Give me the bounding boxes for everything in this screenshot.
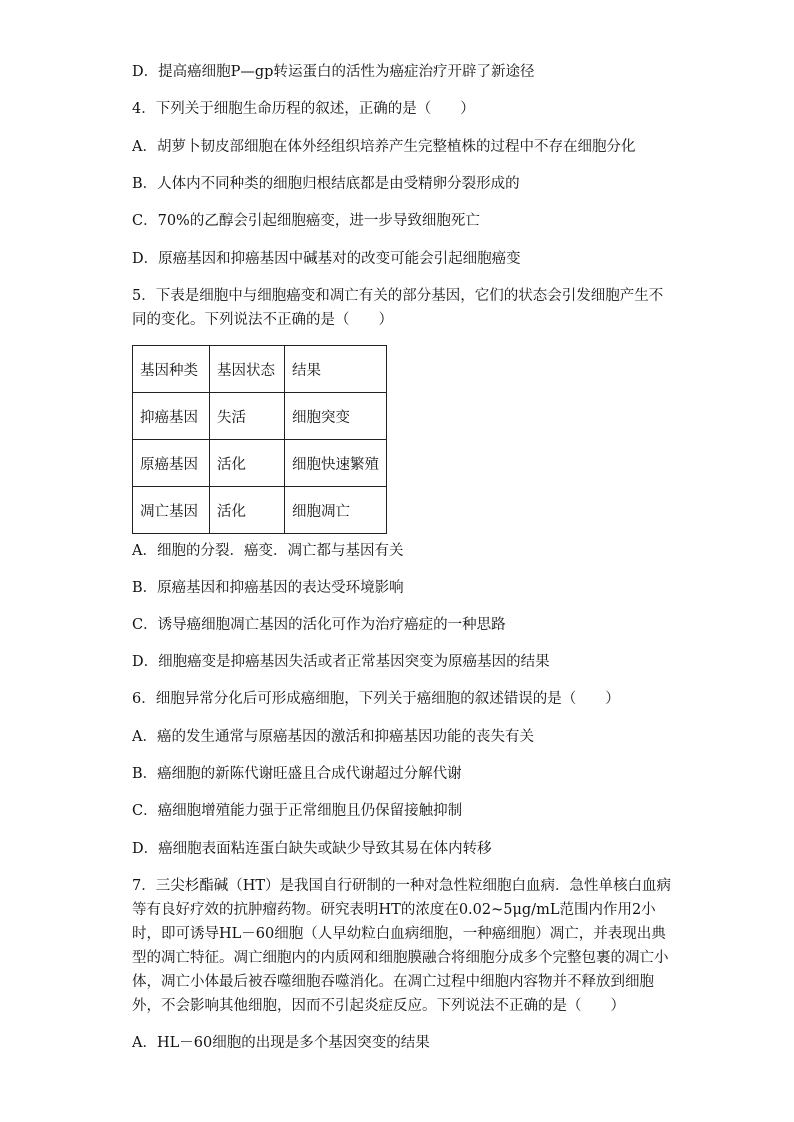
q7-stem: 7．三尖杉酯碱（HT）是我国自行研制的一种对急性粒细胞白血病．急性单核白血病等有良好疗效的抗肿瘤药物。研究表明HT的浓度在0.02~5μg/mL范围内作用2小时，即可诱导HL－60细胞（人早幼粒白血病细胞，一种癌细胞）凋亡，并表现出典型的凋亡特征。凋亡细胞内的内质网和细胞膜融合将细胞分成多个完整包裹的凋亡小体，凋亡小体最后被吞噬细胞吞噬消化。在凋亡过程中细胞内容物并不释放到细胞外，不会影响其他细胞，因而不引起炎症反应。下列说法不正确的是（ ）	[132, 878, 672, 1014]
table-cell: 活化	[210, 487, 285, 534]
q5-option-a: A．细胞的分裂．癌变．凋亡都与基因有关	[132, 543, 404, 559]
q4-stem: 4．下列关于细胞生命历程的叙述，正确的是（ ）	[132, 101, 475, 117]
q7-option-a: A．HL－60细胞的出现是多个基因突变的结果	[132, 1035, 430, 1051]
q4-option-b: B．人体内不同种类的细胞归根结底都是由受精卵分裂形成的	[132, 176, 520, 192]
q6-option-c: C．癌细胞增殖能力强于正常细胞且仍保留接触抑制	[132, 803, 463, 819]
q4-option-c: C．70%的乙醇会引起细胞癌变，进一步导致细胞死亡	[132, 213, 480, 229]
table-header-cell: 基因状态	[210, 346, 285, 393]
table-header-cell: 结果	[285, 346, 387, 393]
q5-stem: 5．下表是细胞中与细胞癌变和凋亡有关的部分基因，它们的状态会引发细胞产生不同的变化。下列说法不正确的是（ ）	[132, 288, 664, 328]
table-cell: 细胞凋亡	[285, 487, 387, 534]
table-header-row	[133, 346, 387, 393]
q3-option-d: D．提高癌细胞P—gp转运蛋白的活性为癌症治疗开辟了新途径	[132, 64, 535, 80]
q5-option-c: C．诱导癌细胞凋亡基因的活化可作为治疗癌症的一种思路	[132, 617, 506, 633]
gene-table	[132, 345, 387, 534]
q4-option-a: A．胡萝卜韧皮部细胞在体外经组织培养产生完整植株的过程中不存在细胞分化	[132, 139, 636, 155]
q6-option-d: D．癌细胞表面粘连蛋白缺失或缺少导致其易在体内转移	[132, 841, 492, 857]
q6-option-a: A．癌的发生通常与原癌基因的激活和抑癌基因功能的丧失有关	[132, 729, 534, 745]
table-row	[133, 393, 387, 440]
table-cell: 活化	[210, 440, 285, 487]
table-row	[133, 487, 387, 534]
table-cell: 失活	[210, 393, 285, 440]
table-header-cell: 基因种类	[133, 346, 210, 393]
table-cell: 原癌基因	[133, 440, 210, 487]
table-cell: 抑癌基因	[133, 393, 210, 440]
q5-option-d: D．细胞癌变是抑癌基因失活或者正常基因突变为原癌基因的结果	[132, 654, 550, 670]
q5-option-b: B．原癌基因和抑癌基因的表达受环境影响	[132, 580, 404, 596]
q4-option-d: D．原癌基因和抑癌基因中碱基对的改变可能会引起细胞癌变	[132, 251, 521, 267]
q6-option-b: B．癌细胞的新陈代谢旺盛且合成代谢超过分解代谢	[132, 766, 462, 782]
table-cell: 细胞快速繁殖	[285, 440, 387, 487]
table-cell: 细胞突变	[285, 393, 387, 440]
table-row	[133, 440, 387, 487]
table-cell: 凋亡基因	[133, 487, 210, 534]
q6-stem: 6．细胞异常分化后可形成癌细胞，下列关于癌细胞的叙述错误的是（ ）	[132, 691, 620, 707]
